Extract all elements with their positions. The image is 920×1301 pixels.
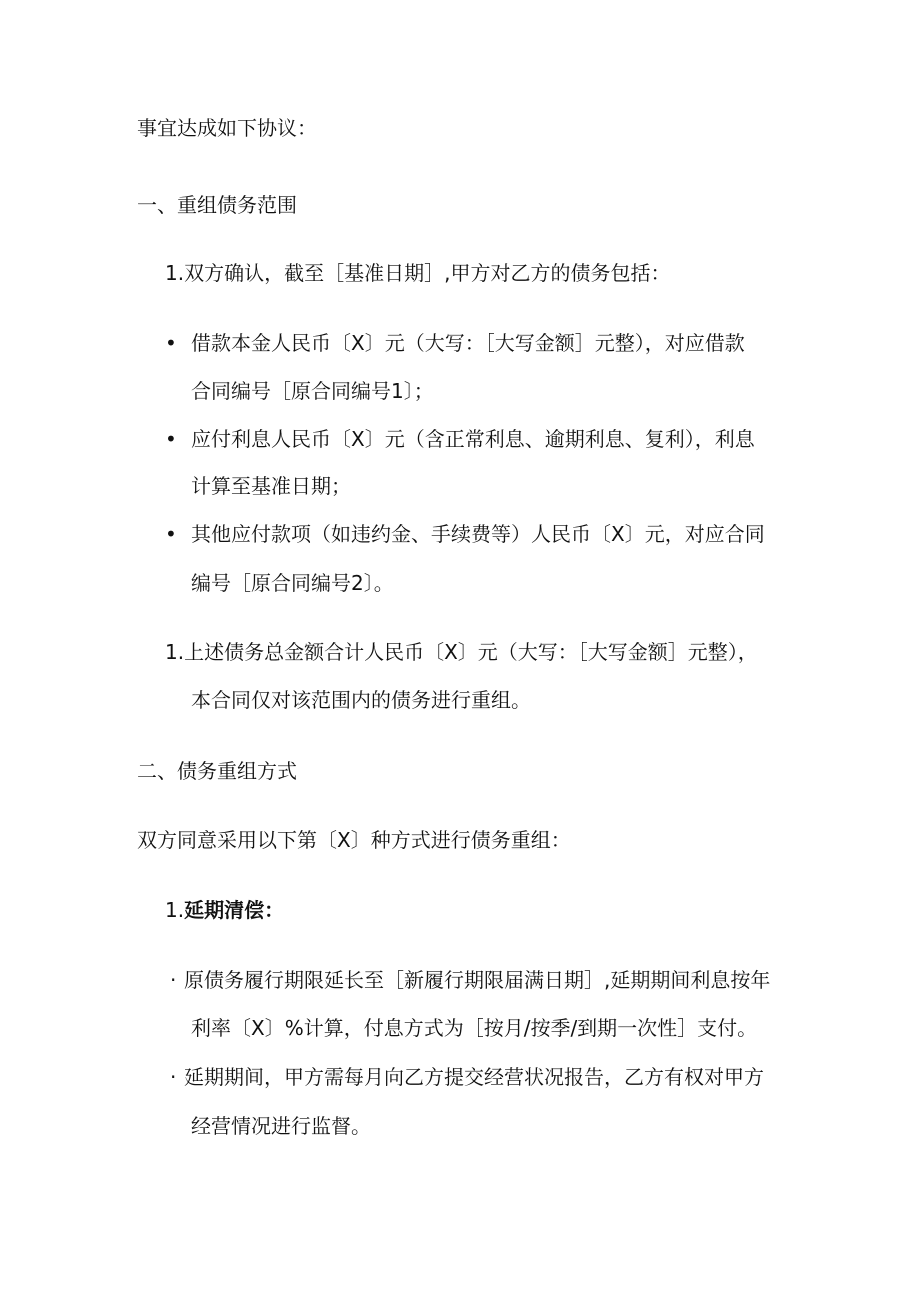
- point-1-line1: 原债务履行期限延长至［新履行期限届满日期］,延期期间利息按年: [184, 968, 771, 992]
- section2-intro: 双方同意采用以下第〔X〕种方式进行债务重组：: [137, 828, 571, 852]
- point-2-line1: 延期期间，甲方需每月向乙方提交经营状况报告，乙方有权对甲方: [184, 1065, 764, 1089]
- section2-heading: 二、债务重组方式: [137, 759, 297, 783]
- point-1-line2: 利率〔X〕%计算，付息方式为［按月/按季/到期一次性］支付。: [191, 1016, 758, 1040]
- section1-item2-line2: 本合同仅对该范围内的债务进行重组。: [191, 688, 531, 712]
- method-number: 1.: [165, 898, 185, 922]
- bullet-3-line2: 编号［原合同编号2〕。: [191, 571, 394, 595]
- bullet-marker: •: [165, 331, 177, 355]
- bullet-1-line2: 合同编号［原合同编号1〕；: [191, 379, 434, 403]
- bullet-1-line1: 借款本金人民币〔X〕元（大写：［大写金额］元整），对应借款: [191, 331, 745, 355]
- section1-item2-line1: 1.上述债务总金额合计人民币〔X〕元（大写：［大写金额］元整），: [165, 640, 758, 664]
- bullet-3-line1: 其他应付款项（如违约金、手续费等）人民币〔X〕元，对应合同: [191, 522, 765, 546]
- method-1-heading: [165, 896, 284, 924]
- section1-heading: 一、重组债务范围: [137, 193, 297, 217]
- intro-text: 事宜达成如下协议：: [137, 116, 317, 140]
- bullet-marker: •: [165, 427, 177, 451]
- bullet-marker: •: [165, 522, 177, 546]
- section1-item1: 1.双方确认，截至［基准日期］,甲方对乙方的债务包括：: [165, 261, 671, 285]
- bullet-2-line2: 计算至基准日期；: [191, 474, 351, 498]
- dot-marker: ·: [170, 968, 177, 992]
- dot-marker: ·: [170, 1065, 177, 1089]
- bullet-2-line1: 应付利息人民币〔X〕元（含正常利息、逾期利息、复利），利息: [191, 427, 755, 451]
- method-title: 延期清偿：: [184, 898, 285, 922]
- point-2-line2: 经营情况进行监督。: [191, 1114, 371, 1138]
